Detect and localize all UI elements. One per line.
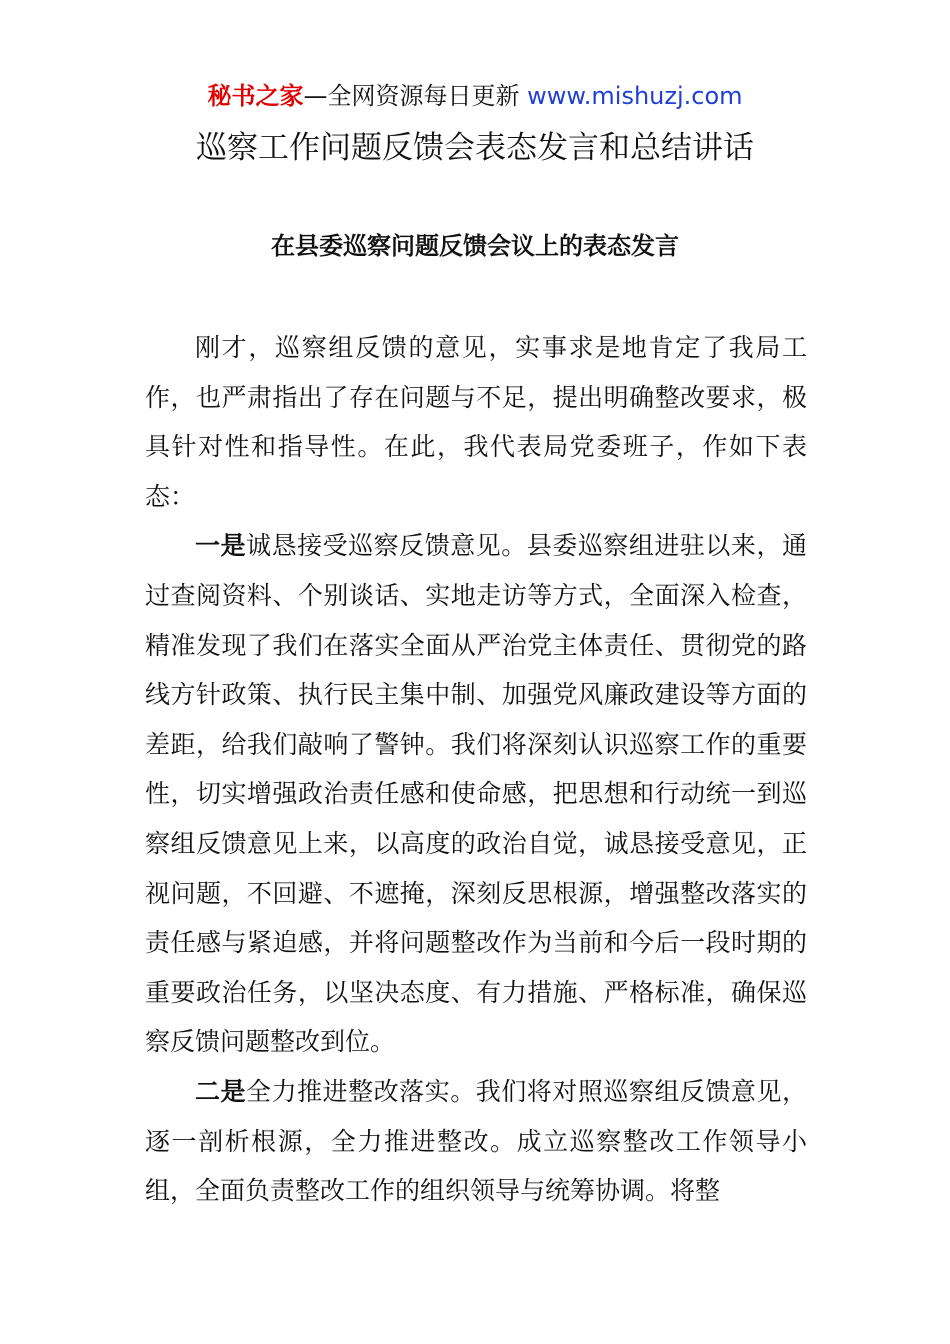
document-body (145, 323, 807, 1216)
paragraph-text: 刚才，巡察组反馈的意见，实事求是地肯定了我局工作，也严肃指出了存在问题与不足，提出明确整改要求，极具针对性和指导性。在此，我代表局党委班子，作如下表态： (145, 333, 807, 511)
paragraph-lead: 一是 (195, 531, 247, 561)
site-header (0, 80, 950, 112)
document-subtitle: 在县委巡察问题反馈会议上的表态发言 (271, 232, 679, 260)
paragraph-point-1 (145, 521, 807, 1067)
document-title: 巡察工作问题反馈会表态发言和总结讲话 (196, 130, 754, 166)
site-name: 秘书之家 (207, 82, 304, 110)
paragraph-text: 诚恳接受巡察反馈意见。县委巡察组进驻以来，通过查阅资料、个别谈话、实地走访等方式，全面深入检查，精准发现了我们在落实全面从严治党主体责任、贯彻党的路线方针政策、执行民主集中制、加强党风廉政建设等方面的差距，给我们敲响了警钟。我们将深刻认识巡察工作的重要性，切实增强政治责任感和使命感，把思想和行动统一到巡察组反馈意见上来，以高度的政治自觉，诚恳接受意见，正视问题，不回避、不遮掩，深刻反思根源，增强整改落实的责任感与紧迫感，并将问题整改作为当前和今后一段时期的重要政治任务，以坚决态度、有力措施、严格标准，确保巡察反馈问题整改到位。 (145, 531, 807, 1057)
paragraph-lead: 二是 (195, 1076, 247, 1106)
paragraph-intro (145, 323, 807, 521)
site-tagline: —全网资源每日更新 (303, 82, 528, 110)
site-url-link[interactable]: www.mishuzj.com (527, 82, 743, 110)
paragraph-point-2 (145, 1067, 807, 1216)
paragraph-text: 全力推进整改落实。我们将对照巡察组反馈意见，逐一剖析根源，全力推进整改。成立巡察整改工作领导小组，全面负责整改工作的组织领导与统筹协调。将整 (145, 1076, 807, 1206)
